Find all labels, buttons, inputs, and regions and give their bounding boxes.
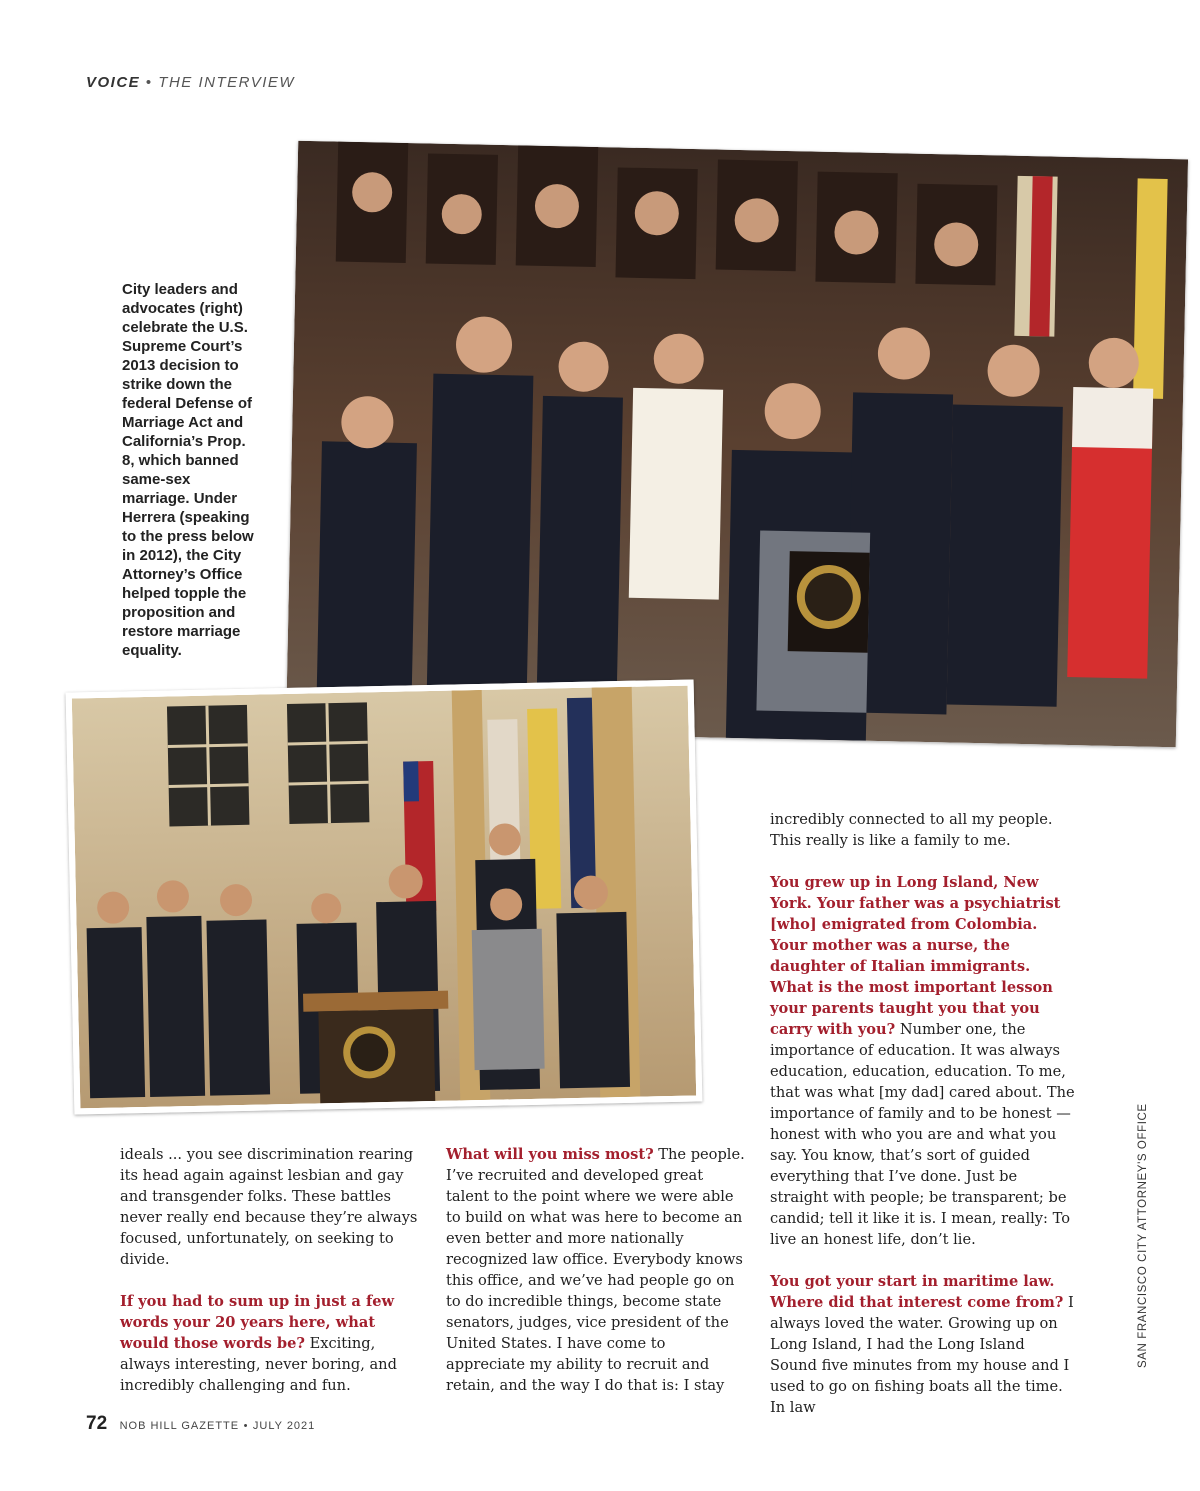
photo-credit: SAN FRANCISCO CITY ATTORNEY'S OFFICE [1137,1103,1149,1368]
section-label: VOICE [86,74,141,91]
subsection-label: THE INTERVIEW [158,74,296,91]
qa-paragraph [446,1144,746,1396]
interview-question: You grew up in Long Island, New York. Your father was a psychiatrist [who] emigrated from Colombia. Your mother was a nurse, the daughter of Italian immigrants. What is the most important lesson your parents taught you that you carry with you? [770,874,1061,1038]
qa-paragraph [120,1291,425,1396]
publication-name: NOB HILL GAZETTE [119,1420,240,1432]
celebration-photo [286,141,1188,748]
article-column-2 [446,1144,746,1417]
qa-paragraph [770,872,1075,1250]
page-number: 72 [86,1413,108,1434]
paragraph: incredibly connected to all my people. This really is like a family to me. [770,811,1053,849]
interview-question: You got your start in maritime law. Where did that interest come from? [770,1273,1064,1311]
article-column-1 [120,1144,425,1417]
issue-date: JULY 2021 [252,1420,316,1432]
section-header [86,74,295,91]
interview-answer: Exciting, always interesting, never boring, and incredibly challenging and fun. [120,1335,397,1394]
interview-question: What will you miss most? [446,1146,654,1163]
press-conference-photo [66,679,703,1114]
qa-paragraph [770,1271,1075,1418]
paragraph: ideals ... you see discrimination rearing its head again against lesbian and gay and transgender folks. These battles never really end because they’re always focused, unfortunately, on seeking to divide. [120,1146,418,1268]
photo-caption: City leaders and advocates (right) celebrate the U.S. Supreme Court’s 2013 decision to strike down the federal Defense of Marriage Act and California’s Prop. 8, which banned same-sex marriage. Under Herrera (speaking to the press below in 2012), the City Attorney’s Office helped topple the proposition and restore marriage equality. [122,281,254,659]
interview-question: If you had to sum up in just a few words your 20 years here, what would those words be? [120,1293,395,1352]
page-footer [86,1413,315,1435]
footer-separator: • [243,1420,249,1432]
interview-answer: Number one, the importance of education. It was always education, education, education. To me, that was what [my dad] cared about. The importance of family and to be honest — honest with who you are and what you say. You know, that’s sort of guided everything that I’ve done. Just be straight with people; be transparent; be candid; tell it like it is. I mean, really: To live an honest life, don’t lie. [770,1021,1075,1248]
article-column-3 [770,809,1075,1439]
header-separator: • [145,74,153,91]
interview-answer: The people. I’ve recruited and developed great talent to the point where we were able to build on what was here to become an even better and more nationally recognized law office. Everybody knows this office, and we’ve had people go on to do incredible things, become state senators, judges, vice president of the United States. I have come to appreciate my ability to recruit and retain, and the way I do that is: I stay [446,1146,745,1394]
interview-answer: I always loved the water. Growing up on Long Island, I had the Long Island Sound five minutes from my house and I used to go on fishing boats all the time. In law [770,1294,1074,1416]
